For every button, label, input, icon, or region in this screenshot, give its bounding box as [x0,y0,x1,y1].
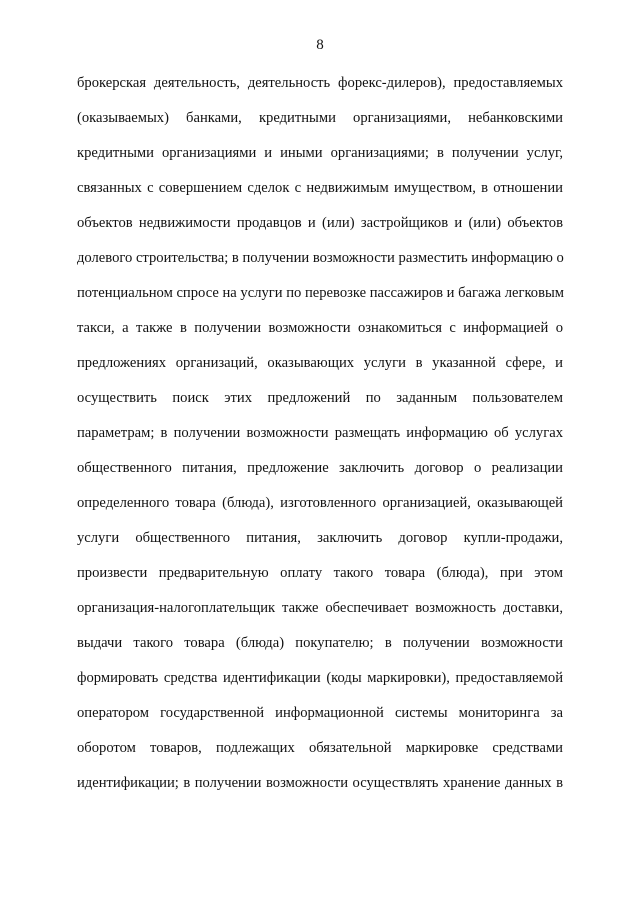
text-line: осуществить поиск этих предложений по заданным пользователем [77,390,563,406]
text-line: услуги общественного питания, заключить договор купли-продажи, [77,530,563,546]
text-line: организация-налогоплательщик также обеспечивает возможность доставки, [77,600,563,616]
text-line: (оказываемых) банками, кредитными организациями, небанковскими [77,110,563,126]
text-line: общественного питания, предложение заключить договор о реализации [77,460,563,476]
text-line: такси, а также в получении возможности ознакомиться с информацией о [77,320,563,336]
text-line: брокерская деятельность, деятельность форекс-дилеров), предоставляемых [77,75,563,91]
text-line: предложениях организаций, оказывающих услуги в указанной сфере, и [77,355,563,371]
text-line: произвести предварительную оплату такого товара (блюда), при этом [77,565,563,581]
text-line: определенного товара (блюда), изготовленного организацией, оказывающей [77,495,563,511]
text-line: кредитными организациями и иными организациями; в получении услуг, [77,145,563,161]
text-line: оператором государственной информационной системы мониторинга за [77,705,563,721]
body-text [77,66,563,801]
text-line: параметрам; в получении возможности размещать информацию об услугах [77,425,563,441]
page-number: 8 [316,37,324,53]
text-line: формировать средства идентификации (коды маркировки), предоставляемой [77,670,563,686]
text-line: объектов недвижимости продавцов и (или) застройщиков и (или) объектов [77,215,563,231]
text-line: связанных с совершением сделок с недвижимым имуществом, в отношении [77,180,563,196]
text-line: оборотом товаров, подлежащих обязательной маркировке средствами [77,740,563,756]
text-line: долевого строительства; в получении возможности разместить информацию о [77,250,564,266]
text-line: идентификации; в получении возможности осуществлять хранение данных в [77,775,563,791]
text-line: потенциальном спросе на услуги по перевозке пассажиров и багажа легковым [77,285,565,301]
text-line: выдачи такого товара (блюда) покупателю; в получении возможности [77,635,563,651]
